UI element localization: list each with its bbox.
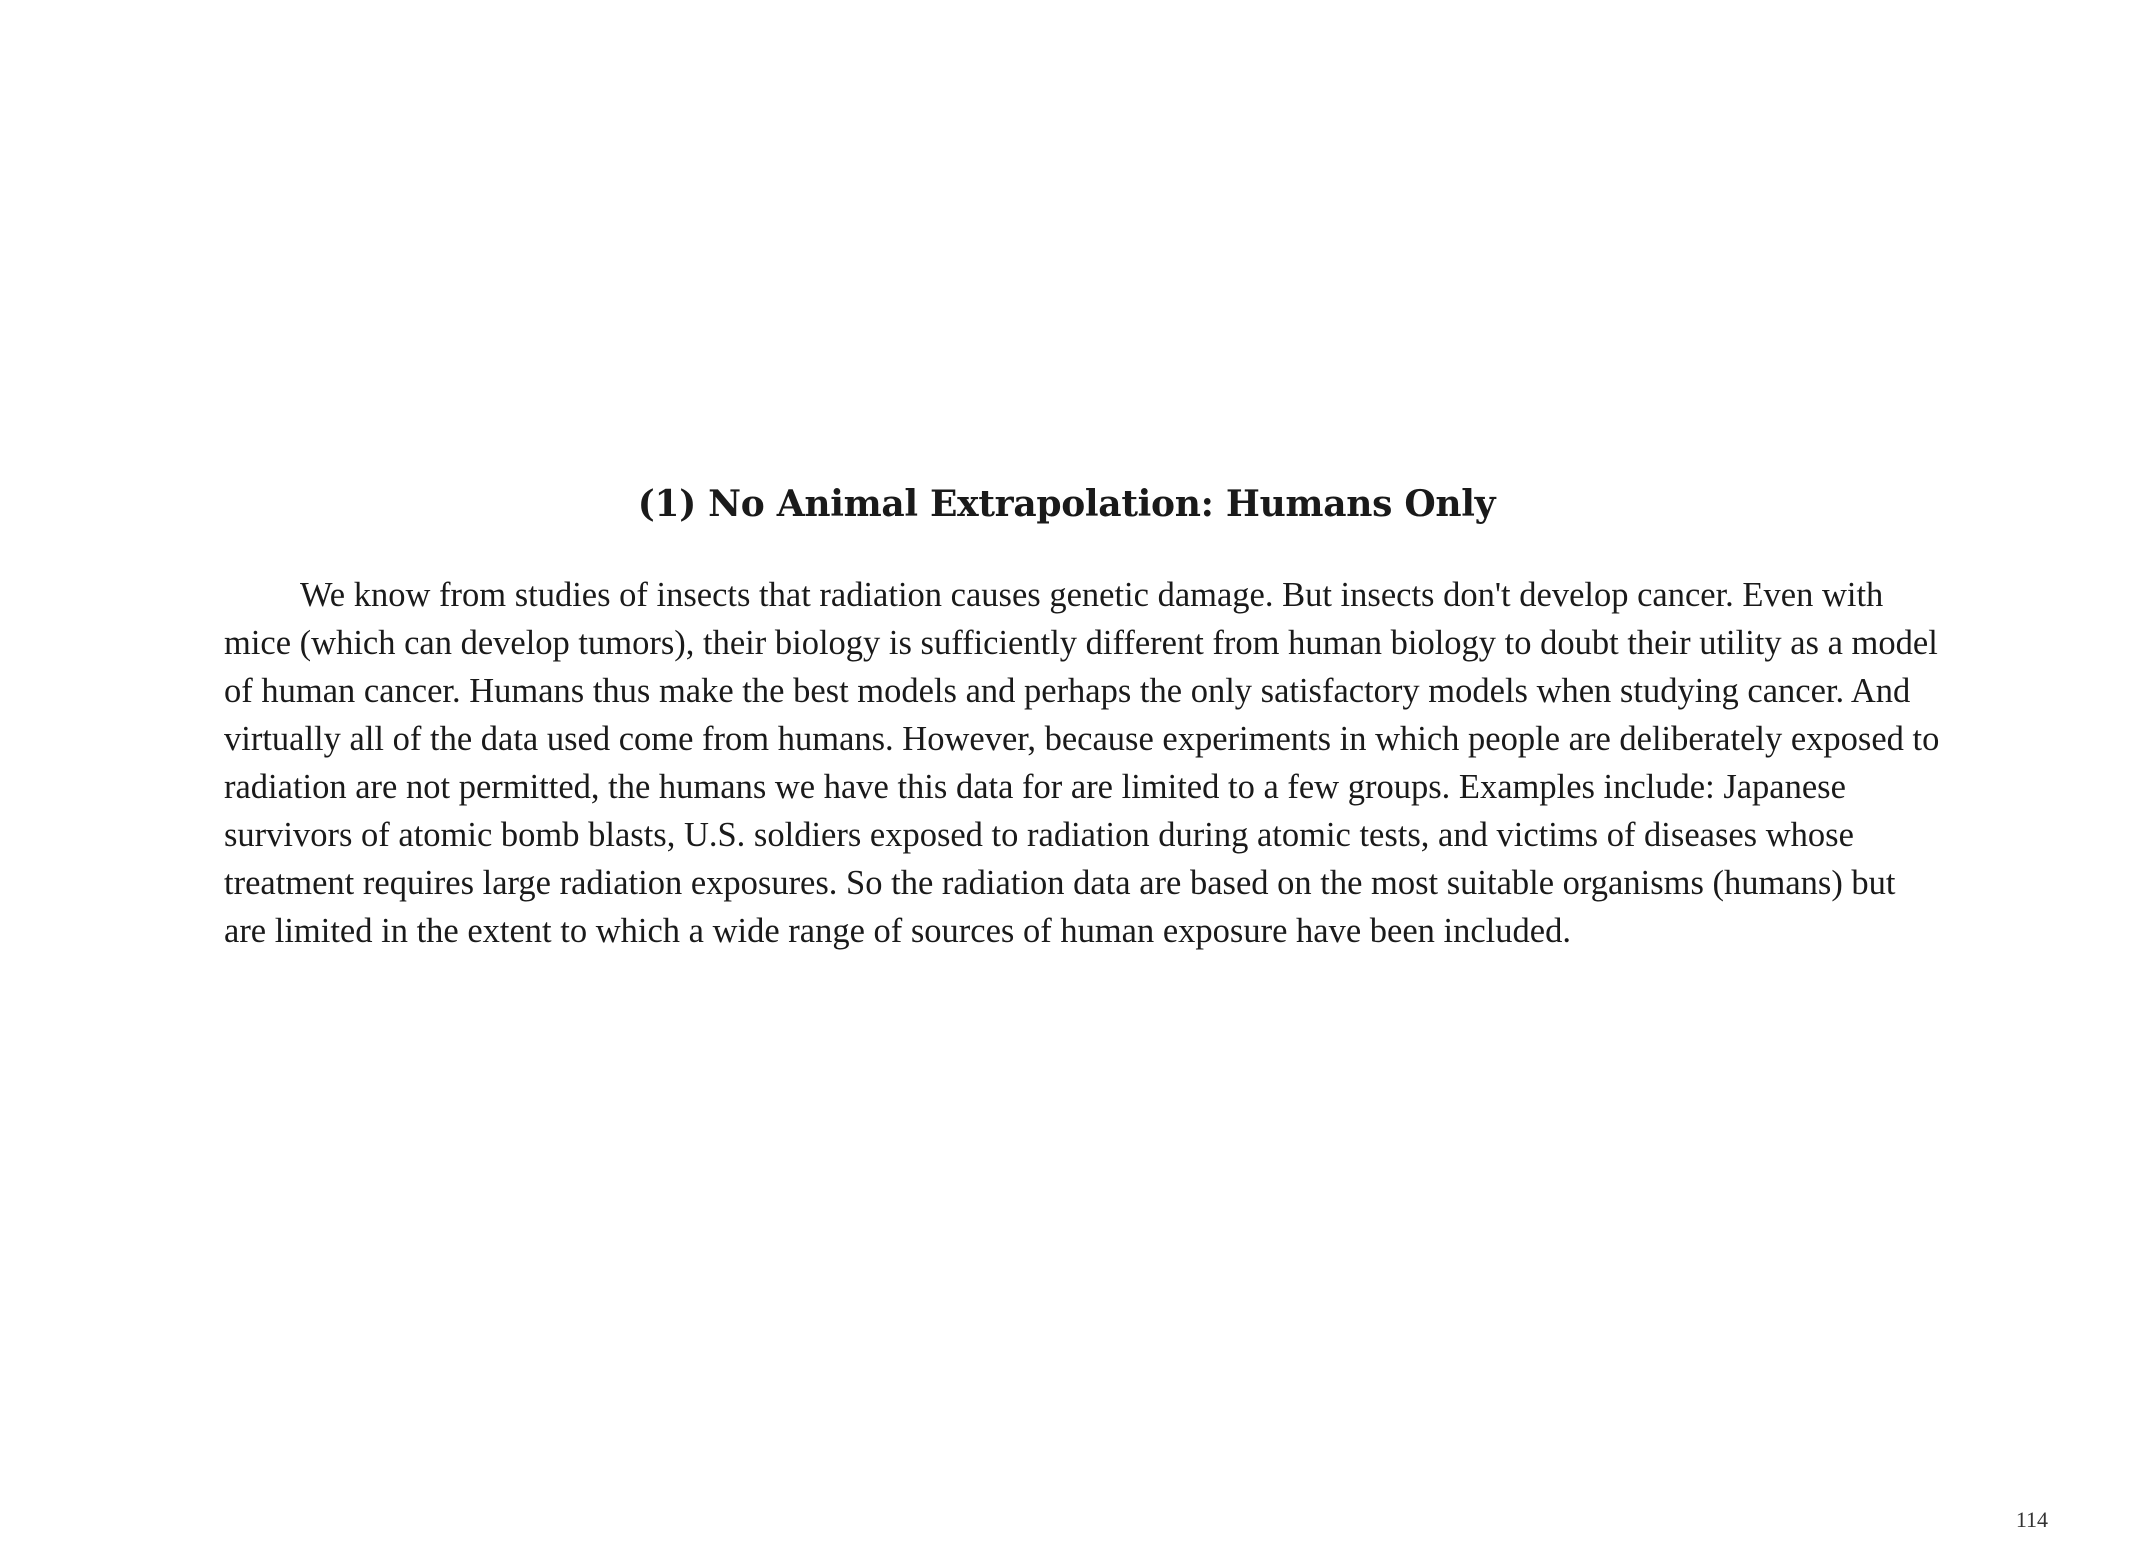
page-number: 114 <box>2015 1507 2048 1532</box>
body-paragraph: We know from studies of insects that radiation causes genetic damage. But insects don't develop cancer. Even with mice (which can develop tumors), their biology is sufficiently different from human biology to doubt their utility as a model of human cancer. Humans thus make the best models and perhaps the only satisfactory models when studying cancer. And virtually all of the data used come from humans. However, because experiments in which people are deliberately exposed to radiation are not permitted, the humans we have this data for are limited to a few groups. Examples include: Japanese survivors of atomic bomb blasts, U.S. soldiers exposed to radiation during atomic tests, and victims of diseases whose treatment requires large radiation exposures. So the radiation data are based on the most suitable organisms (humans) but are limited in the extent to which a wide range of sources of human exposure have been included. <box>224 576 1940 950</box>
section-heading: (1) No Animal Extrapolation: Humans Only <box>637 483 1496 525</box>
